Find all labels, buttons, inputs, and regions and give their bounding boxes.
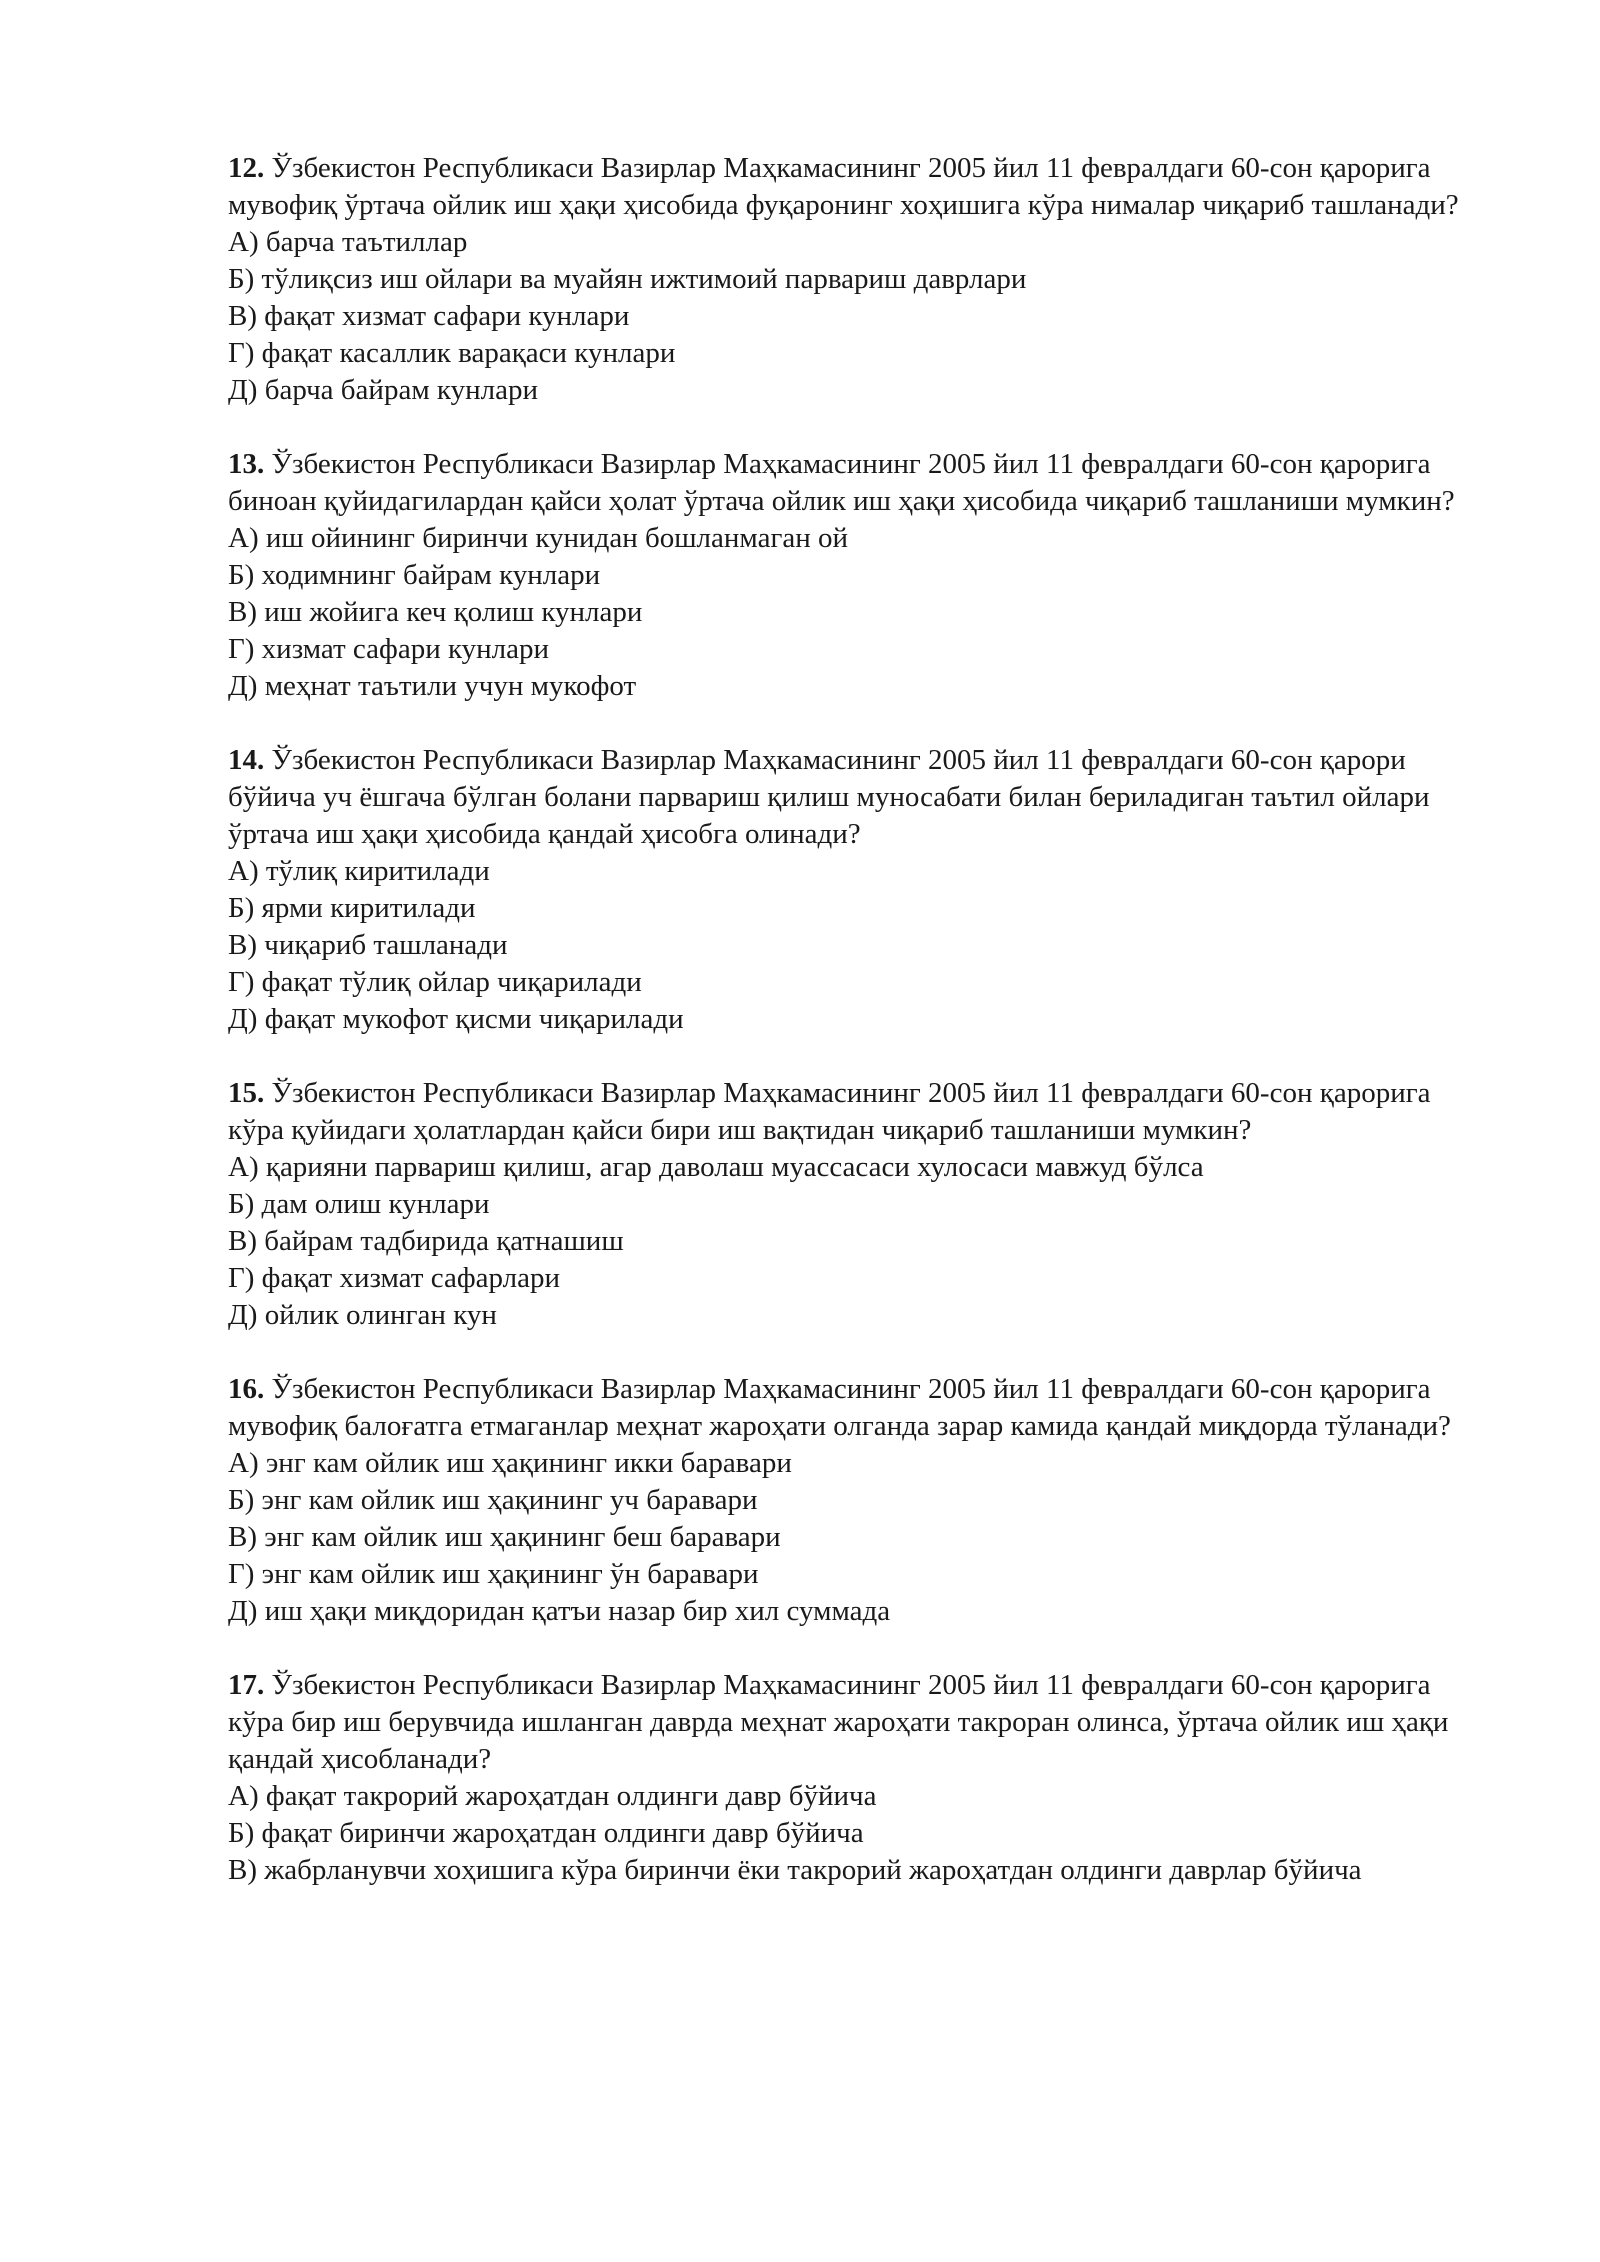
answer-option-a: А) тўлиқ киритилади [228,855,490,887]
answer-option-g: Г) фақат хизмат сафарлари [228,1262,560,1294]
answer-option-v: В) байрам тадбирида қатнашиш [228,1225,624,1257]
question-17 [228,1667,1488,1889]
answer-option-d: Д) фақат мукофот қисми чиқарилади [228,1003,684,1035]
question-13 [228,446,1488,705]
question-number: 12. [228,152,265,184]
answer-option-b: Б) ярми киритилади [228,892,476,924]
answer-option-v: В) чиқариб ташланади [228,929,508,961]
question-12 [228,150,1488,409]
answer-option-b: Б) дам олиш кунлари [228,1188,490,1220]
question-number: 13. [228,448,265,480]
answer-option-a: А) энг кам ойлик иш ҳақининг икки баравари [228,1447,792,1479]
question-body: Ўзбекистон Республикаси Вазирлар Маҳкамасининг 2005 йил 11 февралдаги 60-сон қарорига мувофиқ ўртача ойлик иш ҳақи ҳисобида фуқаронинг хоҳишига кўра нималар чиқариб ташланади? [228,152,1459,221]
answer-option-v: В) энг кам ойлик иш ҳақининг беш баравари [228,1521,781,1553]
question-number: 15. [228,1077,265,1109]
answer-option-a: А) иш ойининг биринчи кунидан бошланмаган ой [228,522,849,554]
answer-option-d: Д) меҳнат таътили учун мукофот [228,670,637,702]
answer-option-g: Г) энг кам ойлик иш ҳақининг ўн баравари [228,1558,759,1590]
answer-option-d: Д) ойлик олинган кун [228,1299,497,1331]
question-text [228,742,1488,853]
question-text [228,1075,1488,1149]
answer-option-a: А) қарияни парвариш қилиш, агар даволаш муассасаси хулосаси мавжуд бўлса [228,1151,1204,1183]
answer-option-a: А) барча таътиллар [228,226,468,258]
answer-option-g: Г) хизмат сафари кунлари [228,633,550,665]
question-body: Ўзбекистон Республикаси Вазирлар Маҳкамасининг 2005 йил 11 февралдаги 60-сон қарорига кўра бир иш берувчида ишланган даврда меҳнат жароҳати такроран олинса, ўртача ойлик иш ҳақи қандай ҳисобланади? [228,1669,1449,1775]
question-body: Ўзбекистон Республикаси Вазирлар Маҳкамасининг 2005 йил 11 февралдаги 60-сон қарорига кўра қуйидаги ҳолатлардан қайси бири иш вақтидан чиқариб ташланиши мумкин? [228,1077,1431,1146]
answer-option-b: Б) тўлиқсиз иш ойлари ва муайян ижтимоий парвариш даврлари [228,263,1027,295]
answer-option-b: Б) энг кам ойлик иш ҳақининг уч баравари [228,1484,758,1516]
answer-option-d: Д) барча байрам кунлари [228,374,538,406]
question-16 [228,1371,1488,1630]
question-number: 17. [228,1669,265,1701]
question-text [228,150,1488,224]
question-text [228,1371,1488,1445]
document-page [228,150,1488,1926]
question-text [228,446,1488,520]
answer-option-b: Б) фақат биринчи жароҳатдан олдинги давр бўйича [228,1817,864,1849]
answer-option-v: В) иш жойига кеч қолиш кунлари [228,596,643,628]
answer-option-v: В) жабрланувчи хоҳишига кўра биринчи ёки такрорий жароҳатдан олдинги даврлар бўйича [228,1854,1362,1886]
answer-option-v: В) фақат хизмат сафари кунлари [228,300,630,332]
question-15 [228,1075,1488,1334]
question-body: Ўзбекистон Республикаси Вазирлар Маҳкамасининг 2005 йил 11 февралдаги 60-сон қарорига биноан қуйидагилардан қайси ҳолат ўртача ойлик иш ҳақи ҳисобида чиқариб ташланиши мумкин? [228,448,1455,517]
question-body: Ўзбекистон Республикаси Вазирлар Маҳкамасининг 2005 йил 11 февралдаги 60-сон қарори бўйича уч ёшгача бўлган болани парвариш қилиш муносабати билан бериладиган таътил ойлари ўртача иш ҳақи ҳисобида қандай ҳисобга олинади? [228,744,1430,850]
answer-option-d: Д) иш ҳақи миқдоридан қатъи назар бир хил суммада [228,1595,891,1627]
question-14 [228,742,1488,1038]
question-number: 16. [228,1373,265,1405]
answer-option-g: Г) фақат касаллик варақаси кунлари [228,337,676,369]
question-text [228,1667,1488,1778]
answer-option-a: А) фақат такрорий жароҳатдан олдинги давр бўйича [228,1780,877,1812]
question-body: Ўзбекистон Республикаси Вазирлар Маҳкамасининг 2005 йил 11 февралдаги 60-сон қарорига мувофиқ балоғатга етмаганлар меҳнат жароҳати олганда зарар камида қандай миқдорда тўланади? [228,1373,1451,1442]
answer-option-b: Б) ходимнинг байрам кунлари [228,559,601,591]
answer-option-g: Г) фақат тўлиқ ойлар чиқарилади [228,966,642,998]
question-number: 14. [228,744,265,776]
